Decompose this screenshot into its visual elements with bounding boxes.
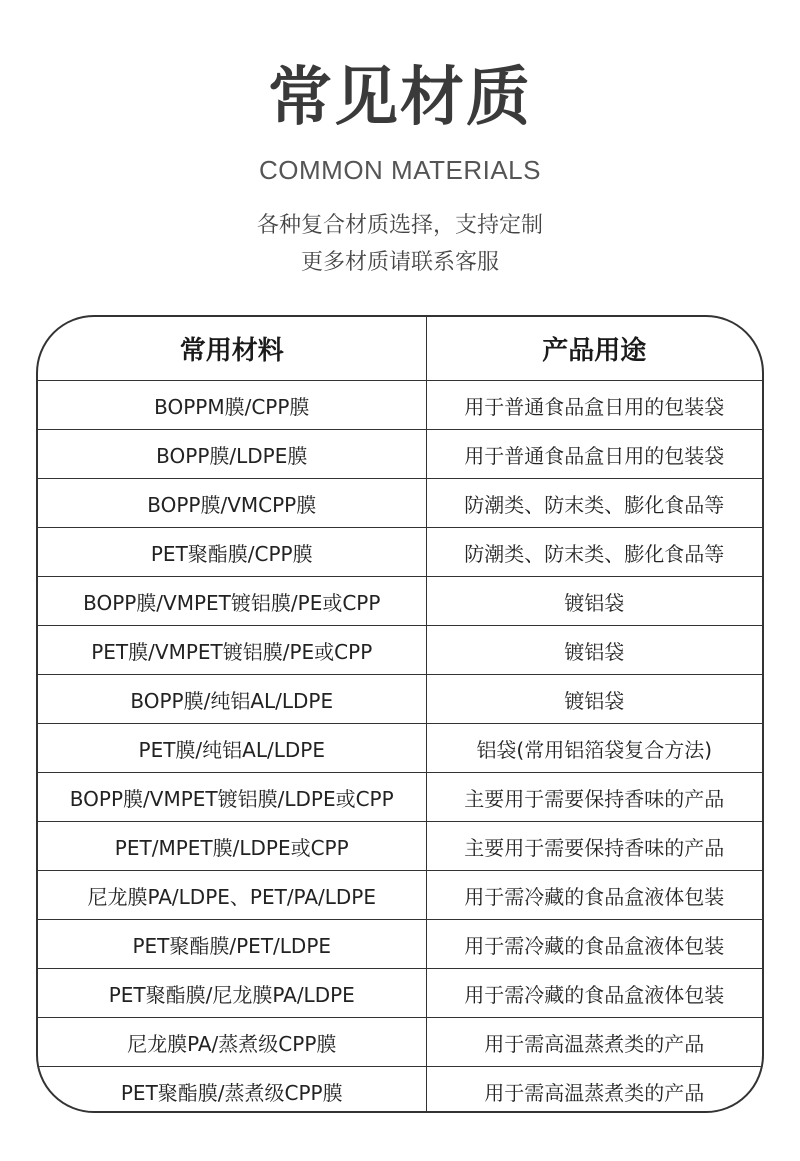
table-row [38, 430, 762, 479]
material-cell: BOPP膜/纯铝AL/LDPE [38, 675, 426, 724]
material-cell: BOPPM膜/CPP膜 [38, 381, 426, 430]
usage-cell: 主要用于需要保持香味的产品 [426, 773, 762, 822]
material-cell: BOPP膜/VMCPP膜 [38, 479, 426, 528]
materials-table-container [36, 315, 764, 1113]
usage-cell: 主要用于需要保持香味的产品 [426, 822, 762, 871]
material-cell: PET/MPET膜/LDPE或CPP [38, 822, 426, 871]
description-line-1: 各种复合材质选择，支持定制 [256, 213, 543, 238]
header-common-materials: 常用材料 [38, 317, 426, 381]
usage-cell: 镀铝袋 [426, 626, 762, 675]
table-row [38, 626, 762, 675]
table-row [38, 1018, 762, 1067]
material-cell: PET聚酯膜/CPP膜 [38, 528, 426, 577]
table-row [38, 479, 762, 528]
table-row [38, 773, 762, 822]
usage-cell: 用于普通食品盒日用的包装袋 [464, 394, 725, 419]
header-product-usage: 产品用途 [426, 317, 762, 381]
table-row [38, 528, 762, 577]
usage-cell: 用于普通食品盒日用的包装袋 [426, 430, 762, 479]
table-row [38, 969, 762, 1018]
usage-cell: 用于需冷藏的食品盒液体包装 [426, 969, 762, 1018]
material-cell: BOPP膜/VMPET镀铝膜/PE或CPP [38, 577, 426, 626]
material-cell: BOPP膜/LDPE膜 [38, 430, 426, 479]
table-header-row [38, 317, 762, 381]
usage-cell: 用于需高温蒸煮类的产品 [426, 1018, 762, 1067]
table-row [38, 724, 762, 773]
material-cell: 尼龙膜PA/蒸煮级CPP膜 [38, 1018, 426, 1067]
table-row [38, 577, 762, 626]
table-row [38, 675, 762, 724]
table-row [38, 381, 762, 430]
material-cell: PET聚酯膜/尼龙膜PA/LDPE [38, 969, 426, 1018]
usage-cell: 防潮类、防末类、膨化食品等 [426, 479, 762, 528]
usage-cell: 镀铝袋 [426, 675, 762, 724]
table-row [38, 822, 762, 871]
usage-cell: 用于需高温蒸煮类的产品 [426, 1067, 762, 1114]
table-row [38, 871, 762, 920]
material-cell: PET聚酯膜/蒸煮级CPP膜 [38, 1067, 426, 1114]
page-subtitle-english: COMMON MATERIALS [259, 155, 541, 185]
page-title: 常见材质 [268, 61, 532, 135]
materials-table [38, 317, 762, 1113]
description-line-2: 更多材质请联系客服 [300, 250, 499, 275]
table-row [38, 920, 762, 969]
usage-cell: 用于需冷藏的食品盒液体包装 [426, 871, 762, 920]
usage-cell: 镀铝袋 [426, 577, 762, 626]
material-cell: 尼龙膜PA/LDPE、PET/PA/LDPE [38, 871, 426, 920]
material-cell: PET聚酯膜/PET/LDPE [38, 920, 426, 969]
table-row [38, 1067, 762, 1114]
material-cell: PET膜/纯铝AL/LDPE [38, 724, 426, 773]
usage-cell: 铝袋(常用铝箔袋复合方法) [426, 724, 762, 773]
material-cell: PET膜/VMPET镀铝膜/PE或CPP [38, 626, 426, 675]
material-cell: BOPP膜/VMPET镀铝膜/LDPE或CPP [38, 773, 426, 822]
usage-cell: 防潮类、防末类、膨化食品等 [426, 528, 762, 577]
usage-cell: 用于需冷藏的食品盒液体包装 [426, 920, 762, 969]
